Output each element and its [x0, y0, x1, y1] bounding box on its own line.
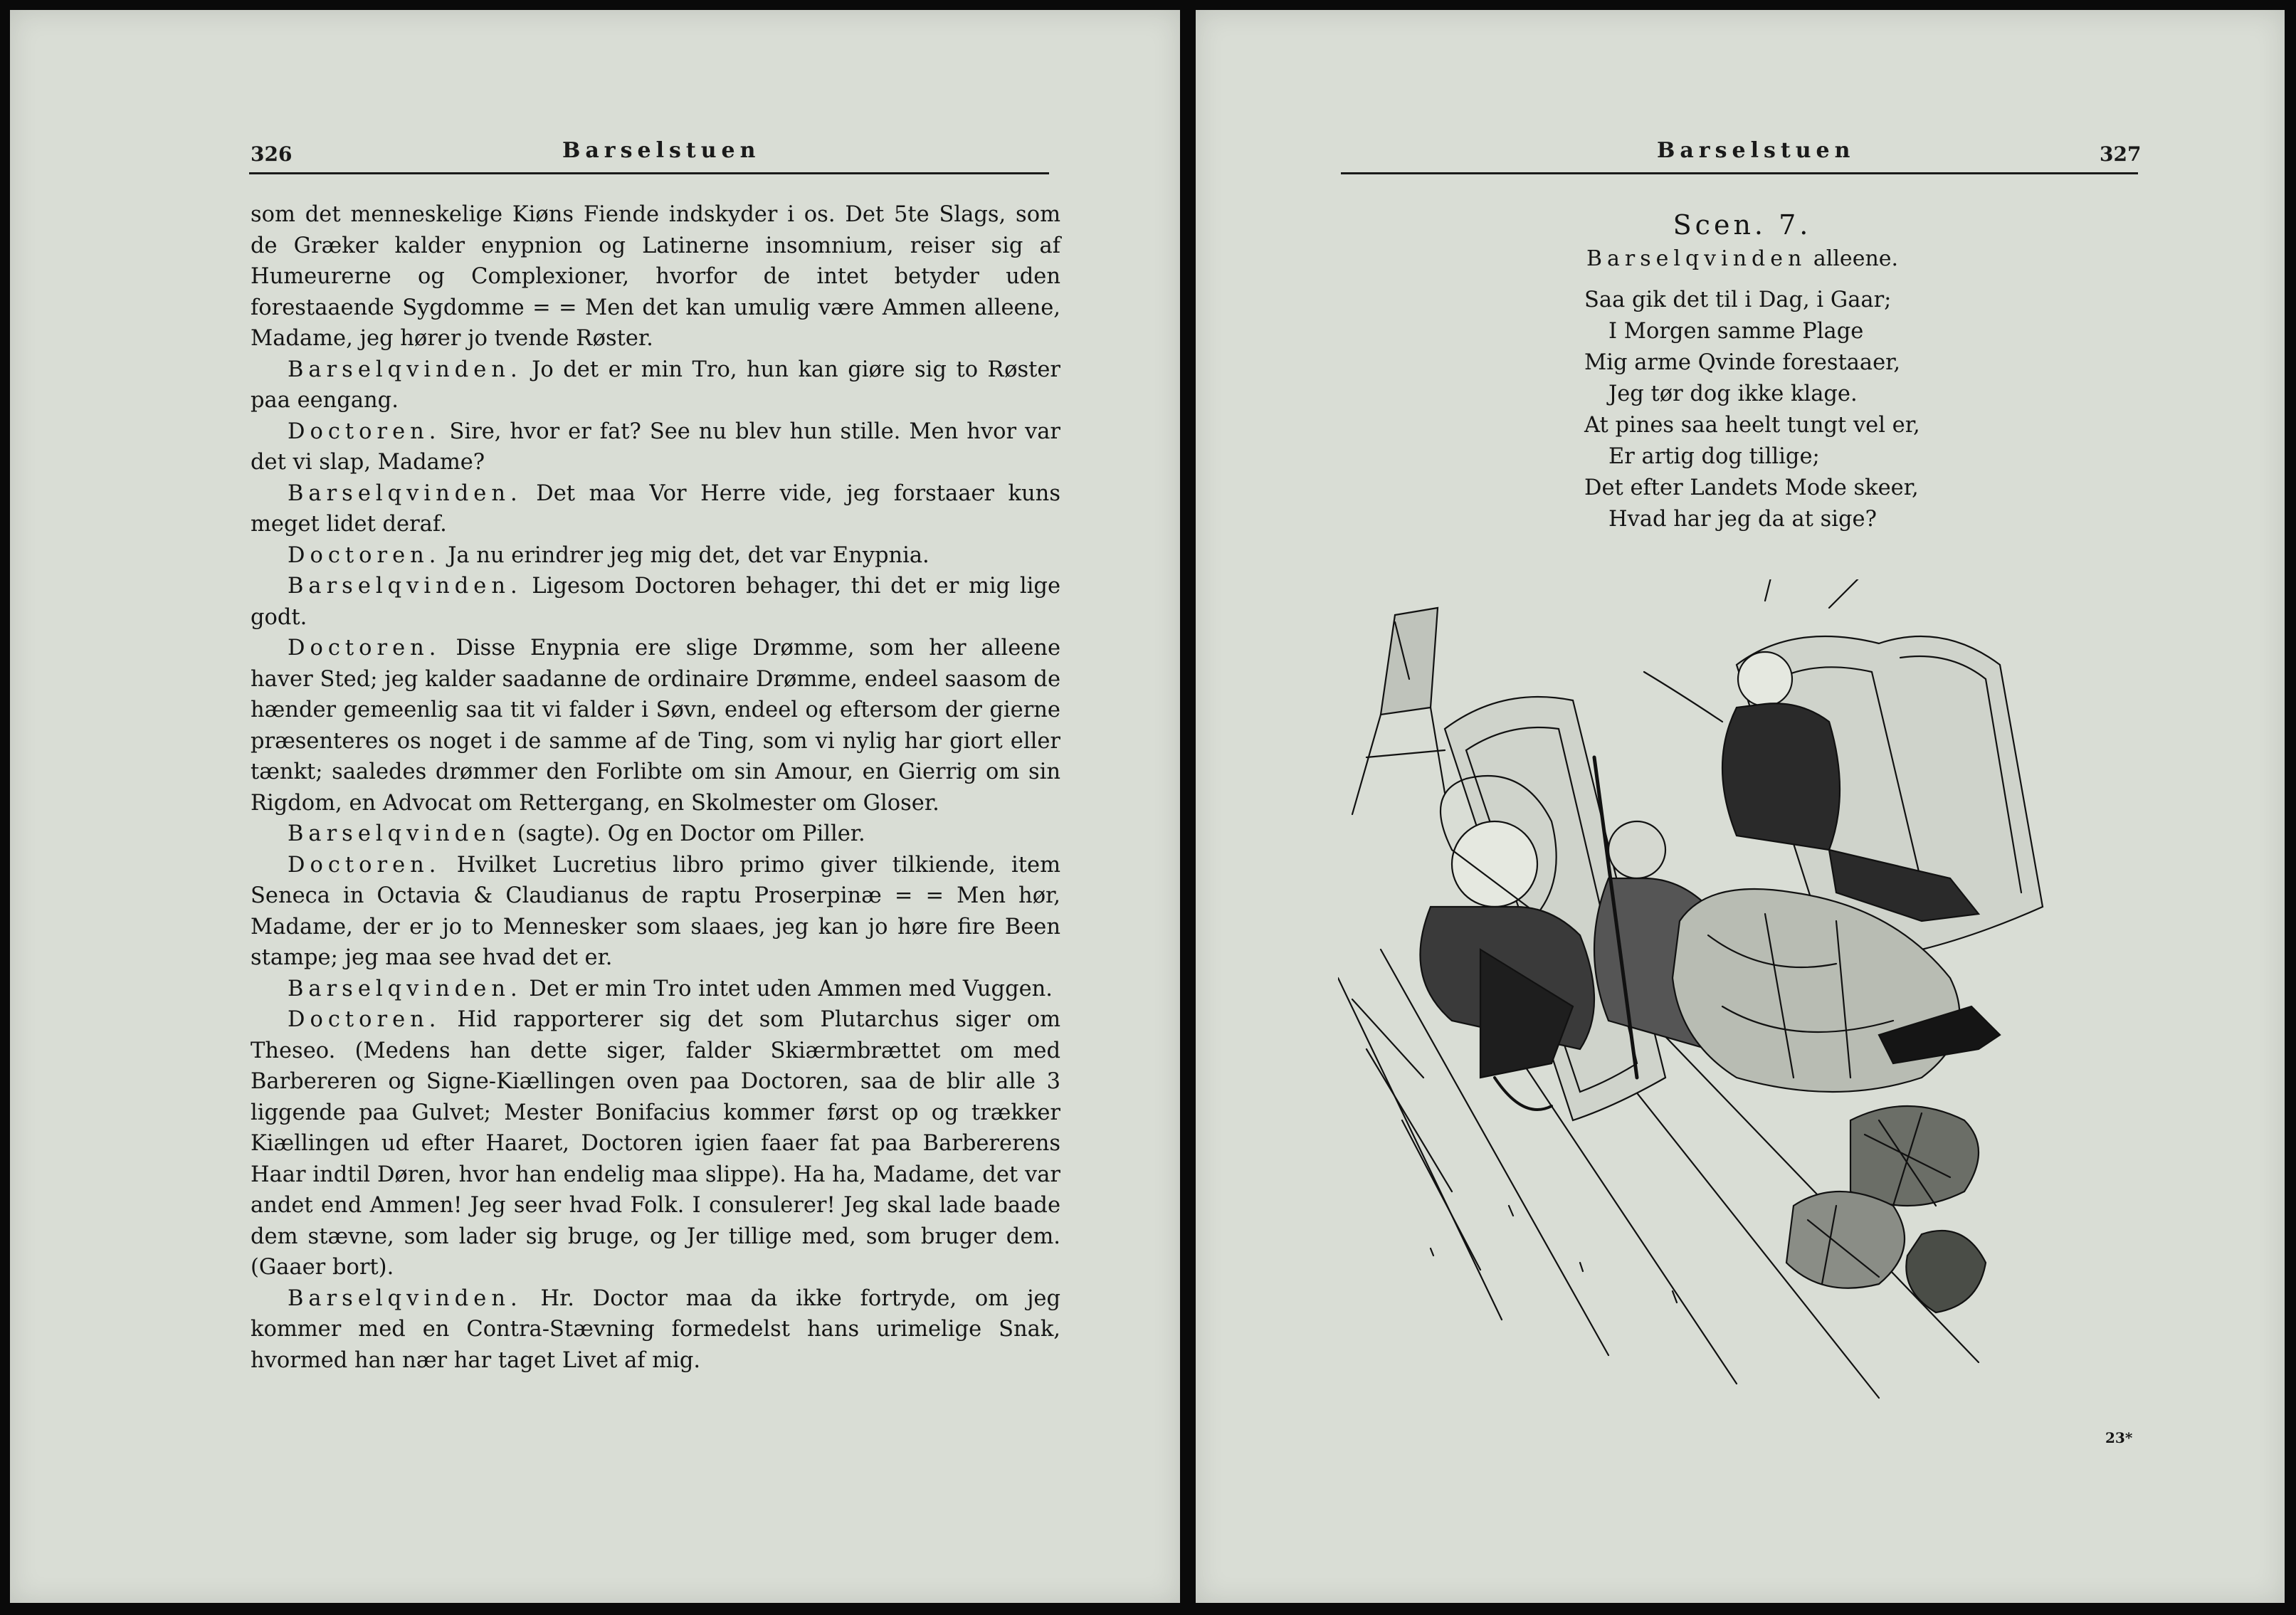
paragraph-text: Det maa Vor Herre vide, jeg forstaaer kuns meget lidet deraf.	[251, 480, 1060, 537]
running-title: Barselstuen	[1657, 138, 1855, 163]
verse-line: Hvad har jeg da at sige?	[1608, 507, 1877, 532]
speaker-name: Doctoren.	[288, 419, 441, 444]
right-page	[1196, 10, 2285, 1603]
paragraph-text: Disse Enypnia ere slige Drømme, som her alleene haver Sted; jeg kalder saadanne de ordinaire Drømme, endeel saasom de hænder gemeenlig saa tit vi falder i Søvn, endeel og eftersom der gierne præsenteres os noget i de samme af de Ting, som vi nylig har giort eller tænkt; saaledes drømmer den Forlibte om sin Amour, en Gierrig om sin Rigdom, en Advocat om Rettergang, en Skolmester om Gloser.	[251, 636, 1060, 816]
paragraph-text: Ligesom Doctoren behager, thi det er mig lige godt.	[251, 574, 1060, 630]
paragraph	[251, 478, 1060, 540]
verse-line: I Morgen samme Plage	[1608, 319, 1864, 344]
verse-line: Mig arme Qvinde forestaaer,	[1584, 350, 1901, 375]
paragraph-text: som det menneskelige Kiøns Fiende indskyder i os. Det 5te Slags, som de Græker kalder enypnion og Latinerne insomnium, reiser sig af Humeurerne og Complexioner, hvorfor de intet betyder uden forestaaende Sygdomme = = Men det kan umulig være Ammen alleene, Madame, jeg hører jo tvende Røster.	[251, 202, 1060, 351]
speaker-name: Barselqvinden.	[288, 574, 522, 599]
paragraph	[251, 1004, 1060, 1283]
header-rule	[1341, 172, 2138, 174]
page-number: 327	[2100, 142, 2142, 166]
scene-subtitle	[1564, 246, 1920, 271]
paragraph-text: Jo det er min Tro, hun kan giøre sig to Røster paa eengang.	[251, 357, 1060, 413]
paragraph	[251, 633, 1060, 819]
running-title: Barselstuen	[562, 138, 761, 163]
verse-line: At pines saa heelt tungt vel er,	[1584, 413, 1920, 438]
verse-line: Jeg tør dog ikke klage.	[1608, 382, 1858, 406]
verse-line: Er artig dog tillige;	[1608, 444, 1820, 469]
engraved-illustration	[1338, 579, 2142, 1426]
paragraph-text: (sagte). Og en Doctor om Piller.	[517, 821, 865, 846]
speaker-name: Barselqvinden	[288, 821, 511, 846]
paragraph-text: Hr. Doctor maa da ikke fortryde, om jeg kommer med en Contra-Stævning formedelst hans urimelige Snak, hvormed han nær har taget Livet af mig.	[251, 1285, 1060, 1373]
paragraph-text: Ja nu erindrer jeg mig det, det var Enypnia.	[448, 542, 930, 568]
speaker-name: Barselqvinden.	[288, 357, 522, 382]
scene-speaker: Barselqvinden	[1586, 246, 1807, 271]
paragraph	[251, 974, 1060, 1005]
paragraph-text: Hid rapporterer sig det som Plutarchus siger om Theseo. (Medens han dette siger, falder Skiærmbrættet om med Barbereren og Signe-Kiællingen oven paa Doctoren, saa de blir alle 3 liggende paa Gulvet; Mester Bonifacius kommer først op og trækker Kiællingen ud efter Haaret, Doctoren igien faaer fat paa Barbererens Haar indtil Døren, hvor han endelig maa slippe). Ha ha, Madame, det var andet end Ammen! Jeg seer hvad Folk. I consulerer! Jeg skal lade baade dem stævne, som lader sig bruge, og Jer tillige med, som bruger dem. (Gaaer bort).	[251, 1007, 1060, 1280]
paragraph-text: Hvilket Lucretius libro primo giver tilkiende, item Seneca in Octavia & Claudianus de raptu Proserpinæ = = Men hør, Madame, der er jo to Mennesker som slaaes, jeg kan jo høre fire Been stampe; jeg maa see hvad det er.	[251, 852, 1060, 970]
paragraph	[251, 354, 1060, 416]
verse-line: Det efter Landets Mode skeer,	[1584, 475, 1919, 500]
speaker-name: Doctoren.	[288, 1007, 441, 1032]
paragraph-text: Det er min Tro intet uden Ammen med Vuggen.	[529, 976, 1053, 1001]
paragraph	[251, 571, 1060, 633]
scene-title: Scen. 7.	[1673, 209, 1812, 241]
scene-direction: alleene.	[1813, 246, 1899, 271]
paragraph	[251, 1283, 1060, 1377]
speaker-name: Barselqvinden.	[288, 976, 522, 1001]
left-page	[10, 10, 1180, 1603]
header-rule	[249, 172, 1049, 174]
body-text	[251, 199, 1060, 1376]
page-number: 326	[251, 142, 293, 166]
speaker-name: Barselqvinden.	[288, 1285, 522, 1311]
verse	[1584, 285, 1920, 535]
verse-line: Saa gik det til i Dag, i Gaar;	[1584, 288, 1892, 312]
paragraph-text: Sire, hvor er fat? See nu blev hun stille. Men hvor var det vi slap, Madame?	[251, 419, 1060, 475]
speaker-name: Doctoren.	[288, 852, 441, 878]
paragraph	[251, 540, 1060, 572]
speaker-name: Barselqvinden.	[288, 480, 522, 506]
paragraph	[251, 199, 1060, 354]
speaker-name: Doctoren.	[288, 542, 441, 568]
paragraph	[251, 819, 1060, 850]
speaker-name: Doctoren.	[288, 636, 441, 661]
paragraph	[251, 416, 1060, 478]
paragraph	[251, 850, 1060, 974]
signature-mark: 23*	[2105, 1429, 2133, 1446]
